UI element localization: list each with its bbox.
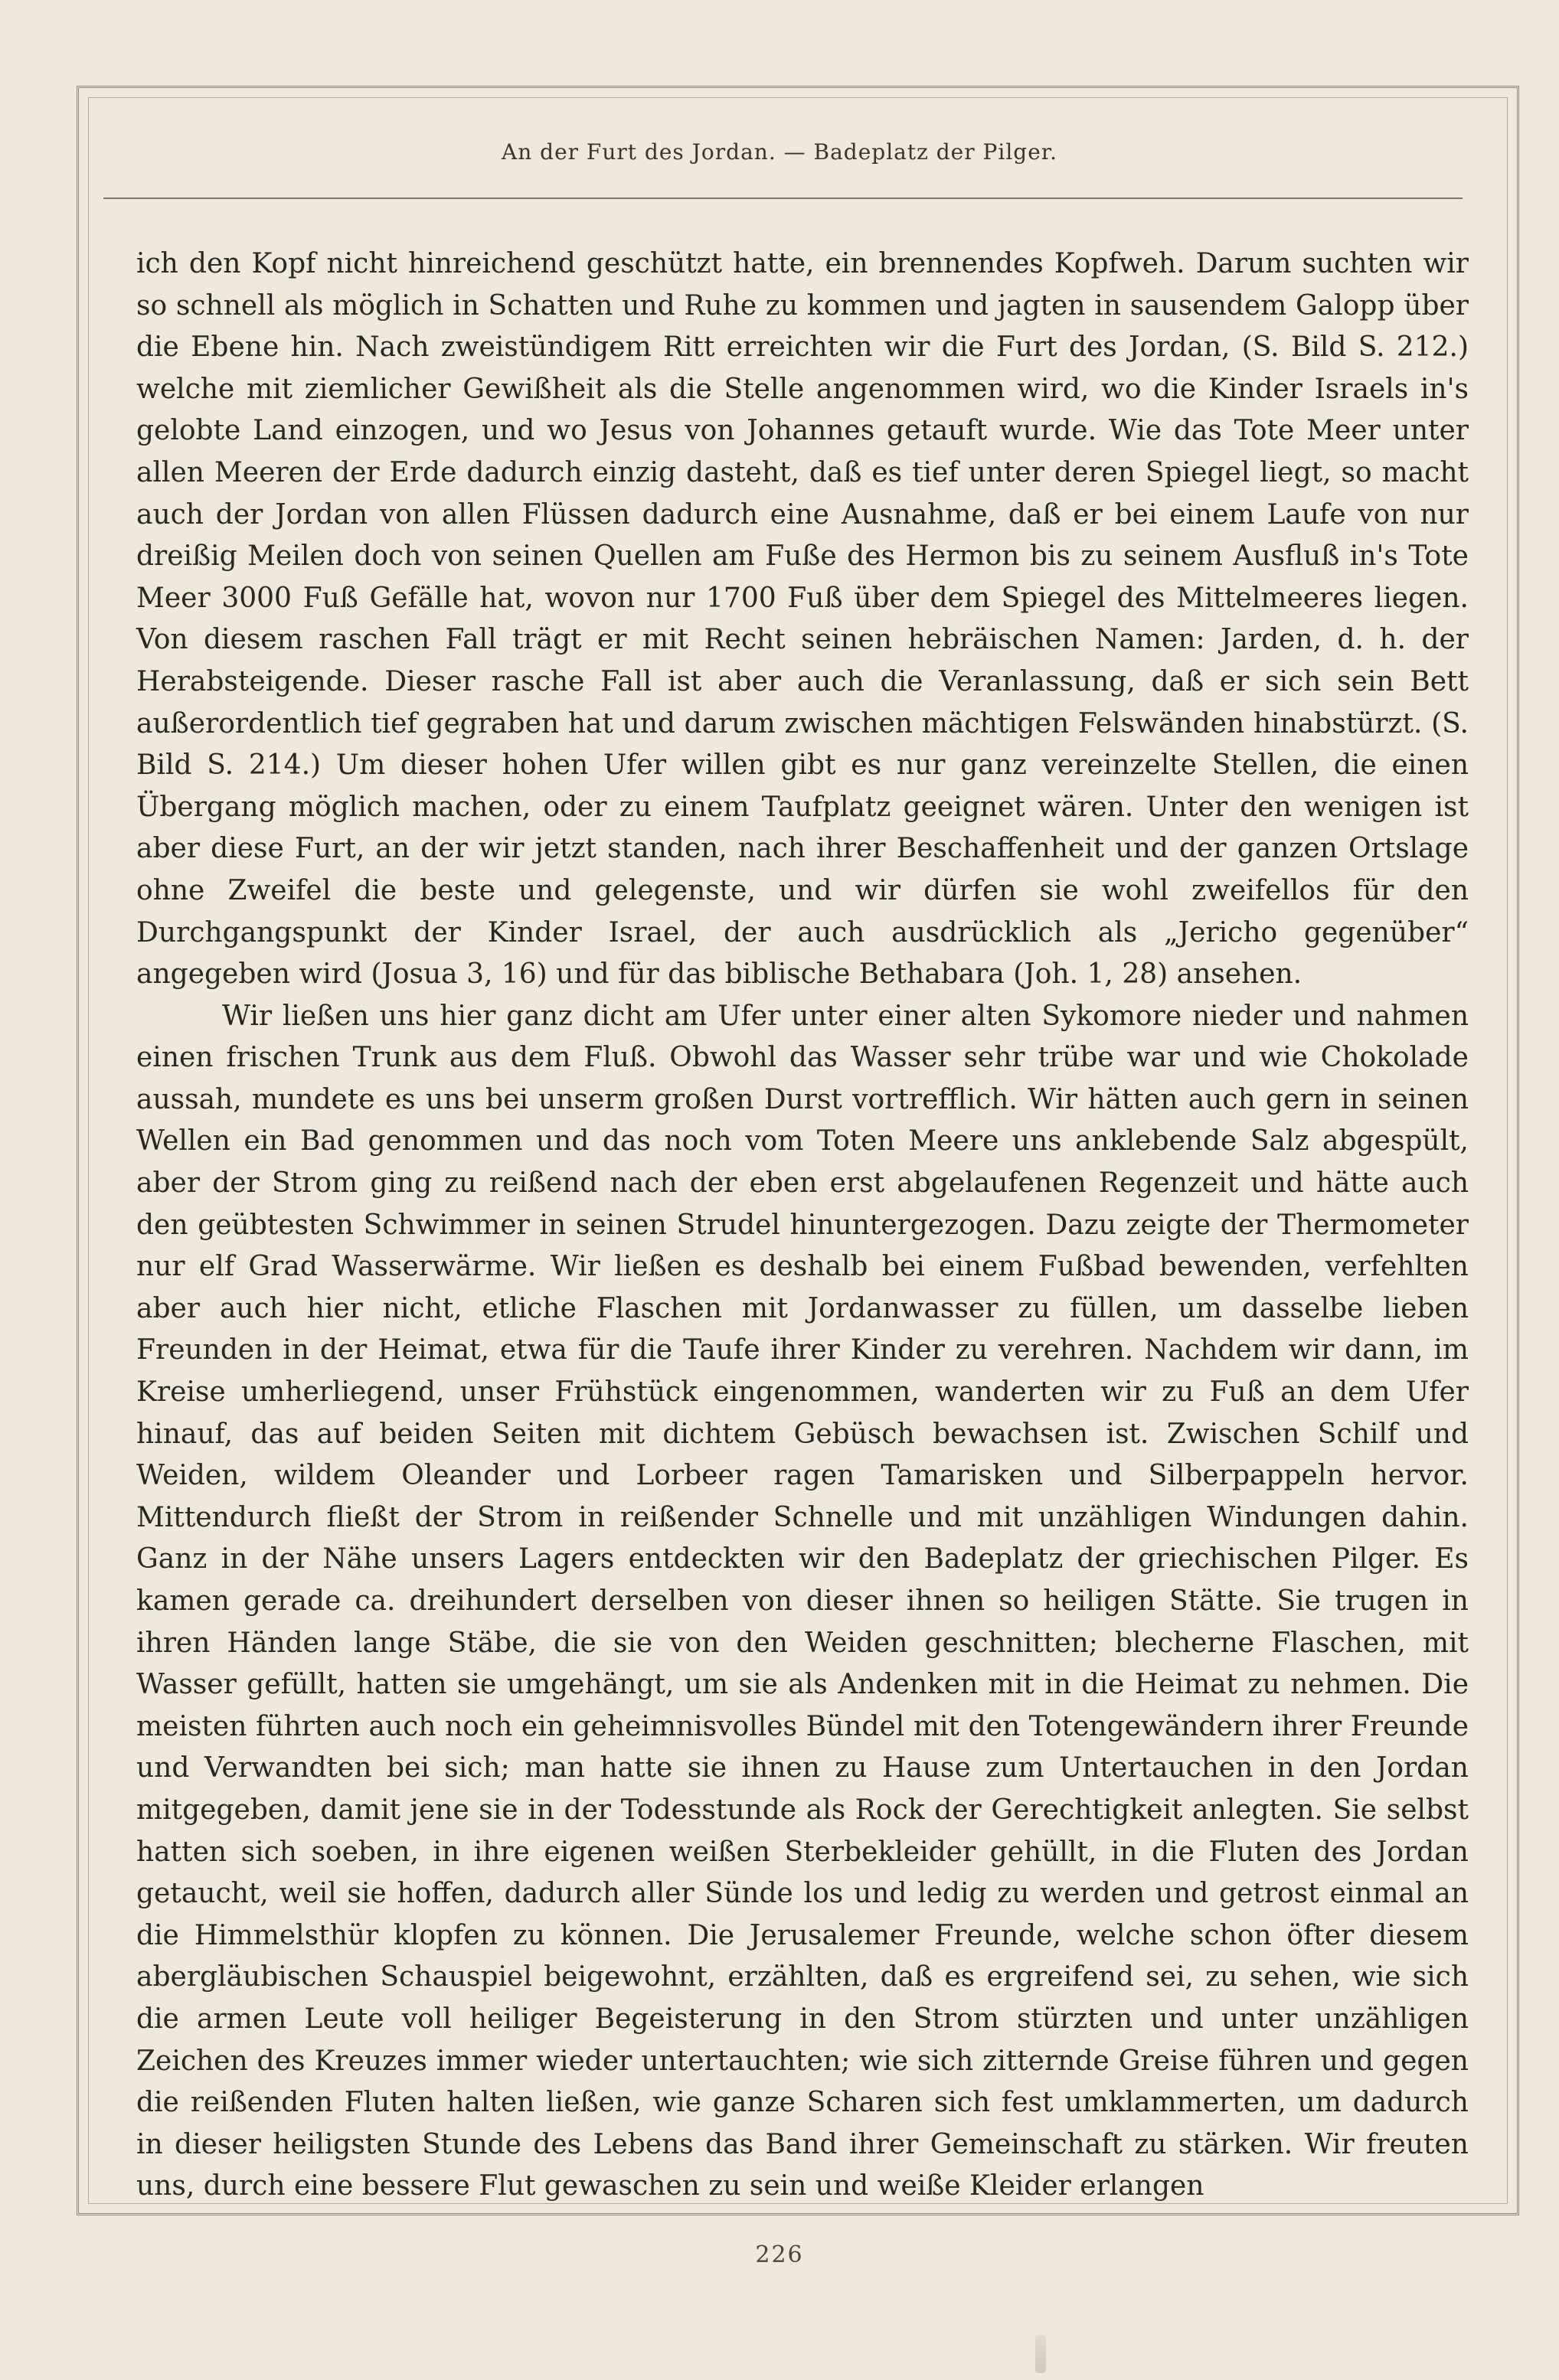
header-rule xyxy=(103,198,1463,199)
paragraph-2: Wir ließen uns hier ganz dicht am Ufer unter einer alten Sykomore nieder und nahmen einen frischen Trunk aus dem Fluß. Obwohl das Wasser sehr trübe war und wie Chokolade aussah, mundete es uns bei unserm großen Durst vortrefflich. Wir hätten auch gern in seinen Wellen ein Bad genommen und das noch vom Toten Meere uns anklebende Salz abgespült, aber der Strom ging zu reißend nach der eben erst abgelaufenen Regenzeit und hätte auch den geübtesten Schwimmer in seinen Strudel hinuntergezogen. Dazu zeigte der Thermometer nur elf Grad Wasserwärme. Wir ließen es deshalb bei einem Fußbad bewenden, verfehlten aber auch hier nicht, etliche Flaschen mit Jordanwasser zu füllen, um dasselbe lieben Freunden in der Heimat, etwa für die Taufe ihrer Kinder zu verehren. Nachdem wir dann, im Kreise umherliegend, unser Frühstück eingenommen, wanderten wir zu Fuß an dem Ufer hinauf, das auf beiden Seiten mit dichtem Gebüsch bewachsen ist. Zwischen Schilf und Weiden, wildem Oleander und Lorbeer ragen Tamarisken und Silberpappeln hervor. Mittendurch fließt der Strom in reißender Schnelle und mit unzähligen Windungen dahin. Ganz in der Nähe unsers Lagers entdeckten wir den Badeplatz der griechischen Pilger. Es kamen gerade ca. dreihundert derselben von dieser ihnen so heiligen Stätte. Sie trugen in ihren Händen lange Stäbe, die sie von den Weiden geschnitten; blecherne Flaschen, mit Wasser gefüllt, hatten sie umgehängt, um sie als Andenken mit in die Heimat zu nehmen. Die meisten führten auch noch ein geheimnisvolles Bündel mit den Totengewändern ihrer Freunde und Verwandten bei sich; man hatte sie ihnen zu Hause zum Untertauchen in den Jordan mitgegeben, damit jene sie in der Todesstunde als Rock der Gerechtigkeit anlegten. Sie selbst hatten sich soeben, in ihre eigenen weißen Sterbekleider gehüllt, in die Fluten des Jordan getaucht, weil sie hoffen, dadurch aller Sünde los und ledig zu werden und getrost einmal an die Himmelsthür klopfen zu können. Die Jerusalemer Freunde, welche schon öfter diesem abergläubischen Schauspiel beigewohnt, erzählten, daß es ergreifend sei, zu sehen, wie sich die armen Leute voll heiliger Begeisterung in den Strom stürzten und unter unzähligen Zeichen des Kreuzes immer wieder untertauchten; wie sich zitternde Greise führen und gegen die reißenden Fluten halten ließen, wie ganze Scharen sich fest umklammerten, um dadurch in dieser heiligsten Stunde des Lebens das Band ihrer Gemeinschaft zu stärken. Wir freuten uns, durch eine bessere Flut gewaschen zu sein und weiße Kleider erlangen xyxy=(136,1000,1469,2202)
body-text xyxy=(136,243,1469,2208)
running-header: An der Furt des Jordan. — Badeplatz der Pilger. xyxy=(502,139,1057,165)
binding-thread-mark xyxy=(1035,2335,1046,2373)
page-number: 226 xyxy=(755,2241,804,2268)
paragraph-1: ich den Kopf nicht hinreichend geschützt hatte, ein brennendes Kopfweh. Darum suchten wir so schnell als möglich in Schatten und Ruhe zu kommen und jagten in sausendem Galopp über die Ebene hin. Nach zweistündigem Ritt erreichten wir die Furt des Jordan, (S. Bild S. 212.) welche mit ziemlicher Gewißheit als die Stelle angenommen wird, wo die Kinder Israels in's gelobte Land einzogen, und wo Jesus von Johannes getauft wurde. Wie das Tote Meer unter allen Meeren der Erde dadurch einzig dasteht, daß es tief unter deren Spiegel liegt, so macht auch der Jordan von allen Flüssen dadurch eine Ausnahme, daß er bei einem Laufe von nur dreißig Meilen doch von seinen Quellen am Fuße des Hermon bis zu seinem Ausfluß in's Tote Meer 3000 Fuß Gefälle hat, wovon nur 1700 Fuß über dem Spiegel des Mittelmeeres liegen. Von diesem raschen Fall trägt er mit Recht seinen hebräischen Namen: Jarden, d. h. der Herabsteigende. Dieser rasche Fall ist aber auch die Veranlassung, daß er sich sein Bett außerordentlich tief gegraben hat und darum zwischen mächtigen Felswänden hinabstürzt. (S. Bild S. 214.) Um dieser hohen Ufer willen gibt es nur ganz vereinzelte Stellen, die einen Übergang möglich machen, oder zu einem Taufplatz geeignet wären. Unter den wenigen ist aber diese Furt, an der wir jetzt standen, nach ihrer Beschaffenheit und der ganzen Ortslage ohne Zweifel die beste und gelegenste, und wir dürfen sie wohl zweifellos für den Durchgangspunkt der Kinder Israel, der auch ausdrücklich als „Jericho gegenüber“ angegeben wird (Josua 3, 16) und für das biblische Bethabara (Joh. 1, 28) ansehen. xyxy=(136,248,1469,991)
